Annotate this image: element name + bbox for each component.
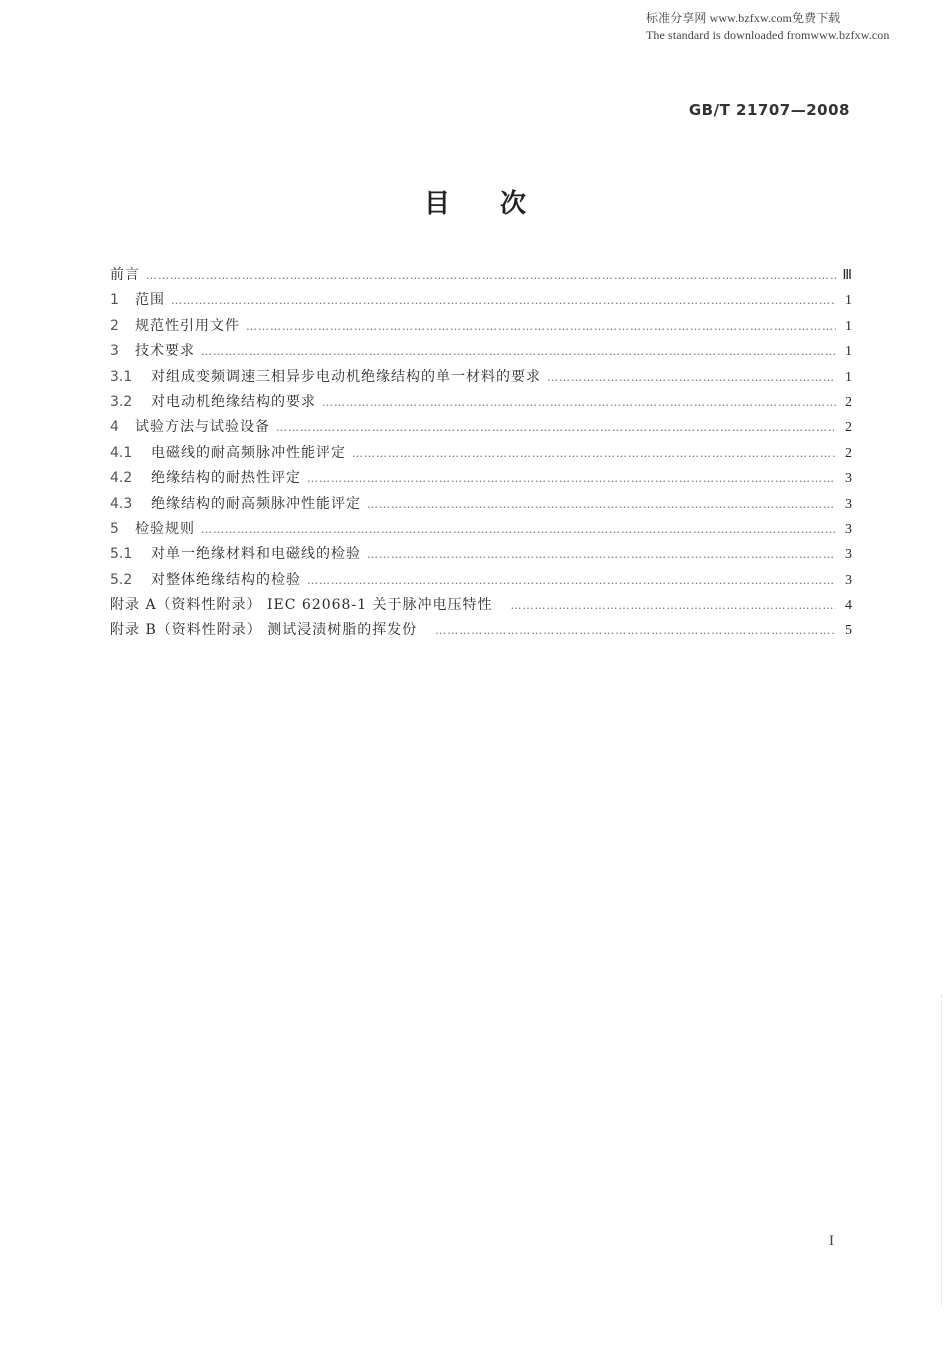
- toc-leader-dots: [201, 523, 836, 536]
- toc-leader-dots: [246, 320, 836, 333]
- toc-entry-text: 绝缘结构的耐热性评定: [151, 470, 301, 487]
- toc-entry[interactable]: [110, 467, 852, 492]
- toc-entry-page: 3: [845, 521, 852, 537]
- toc-entry[interactable]: [110, 366, 852, 391]
- toc-entry-page: 3: [845, 572, 852, 588]
- toc-title: 目次: [423, 189, 576, 219]
- toc-entry-page: 5: [845, 623, 852, 639]
- toc-leader-dots: [276, 421, 836, 434]
- toc-entry-page: 1: [845, 318, 852, 334]
- toc-entry-text: 对组成变频调速三相异步电动机绝缘结构的单一材料的要求: [151, 368, 541, 385]
- toc-entry-text: 附录 B（资料性附录） 测试浸渍树脂的挥发份: [110, 622, 418, 639]
- toc-entry[interactable]: [110, 493, 852, 518]
- toc-entry[interactable]: [110, 619, 852, 644]
- toc-entry-page: 3: [845, 496, 852, 512]
- toc-leader-dots: [435, 624, 836, 637]
- watermark-line-2: The standard is downloaded fromwww.bzfxw.con: [646, 28, 890, 42]
- watermark-line-1: 标准分享网 www.bzfxw.com免费下载: [646, 11, 841, 25]
- toc-entry-text: 对整体绝缘结构的检验: [151, 571, 301, 588]
- toc-entry-text: 技术要求: [135, 343, 195, 360]
- toc-entry-number: 4.2: [110, 470, 133, 487]
- toc-entry-page: 1: [845, 293, 852, 309]
- toc-entry-text: 检验规则: [135, 520, 195, 537]
- toc-entry[interactable]: [110, 518, 852, 543]
- toc-leader-dots: [367, 498, 836, 511]
- toc-leader-dots: [511, 599, 836, 612]
- toc-entry[interactable]: [110, 340, 852, 365]
- toc-entry[interactable]: [110, 289, 852, 314]
- toc-entry-number: 5.2: [110, 571, 133, 588]
- toc-entry-page: 2: [845, 394, 852, 410]
- toc-entry-number: 4.3: [110, 495, 133, 512]
- toc-entry-number: 4: [110, 419, 119, 436]
- toc-entry[interactable]: [110, 391, 852, 416]
- toc-entry-number: 3.1: [110, 368, 133, 385]
- toc-entry[interactable]: [110, 543, 852, 568]
- toc-entry-page: 1: [845, 344, 852, 360]
- toc-entry-number: 1: [110, 292, 119, 309]
- toc-leader-dots: [307, 574, 836, 587]
- toc-entry-text: 绝缘结构的耐高频脉冲性能评定: [151, 495, 361, 512]
- toc-entry-number: 5: [110, 520, 119, 537]
- table-of-contents: [110, 264, 852, 645]
- toc-entry[interactable]: [110, 264, 852, 289]
- toc-entry[interactable]: [110, 594, 852, 619]
- scan-edge-line: [941, 995, 943, 1305]
- toc-leader-dots: [146, 269, 836, 282]
- toc-entry-text: 对单一绝缘材料和电磁线的检验: [151, 546, 361, 563]
- toc-entry-text: 规范性引用文件: [135, 317, 240, 334]
- toc-entry-text: 附录 A（资料性附录） IEC 62068-1 关于脉冲电压特性: [110, 597, 493, 614]
- toc-entry-number: 3: [110, 343, 119, 360]
- toc-entry-text: 试验方法与试验设备: [135, 419, 270, 436]
- toc-entry-page: 2: [845, 420, 852, 436]
- toc-entry-number: 3.2: [110, 393, 133, 410]
- toc-entry-text: 范围: [135, 292, 165, 309]
- toc-leader-dots: [367, 548, 836, 561]
- toc-entry-page: Ⅲ: [842, 268, 852, 283]
- toc-leader-dots: [201, 345, 836, 358]
- toc-entry-number: 2: [110, 317, 119, 334]
- toc-entry-number: 4.1: [110, 444, 133, 461]
- toc-entry-page: 3: [845, 547, 852, 563]
- toc-entry[interactable]: [110, 569, 852, 594]
- toc-leader-dots: [322, 396, 836, 409]
- toc-entry-number: 5.1: [110, 546, 133, 563]
- toc-entry-page: 1: [845, 369, 852, 385]
- standard-code: GB/T 21707—2008: [688, 101, 850, 119]
- toc-leader-dots: [171, 294, 836, 307]
- toc-entry-text: 电磁线的耐高频脉冲性能评定: [151, 444, 346, 461]
- page-number: I: [829, 1233, 834, 1249]
- toc-leader-dots: [547, 371, 836, 384]
- toc-entry-text: 前言: [110, 267, 140, 283]
- toc-leader-dots: [307, 472, 836, 485]
- toc-entry[interactable]: [110, 442, 852, 467]
- toc-entry[interactable]: [110, 416, 852, 441]
- watermark: [646, 10, 889, 44]
- toc-entry-page: 4: [845, 598, 852, 614]
- toc-entry-page: 3: [845, 471, 852, 487]
- toc-leader-dots: [352, 447, 836, 460]
- toc-entry-text: 对电动机绝缘结构的要求: [151, 393, 316, 410]
- toc-entry-page: 2: [845, 445, 852, 461]
- toc-entry[interactable]: [110, 315, 852, 340]
